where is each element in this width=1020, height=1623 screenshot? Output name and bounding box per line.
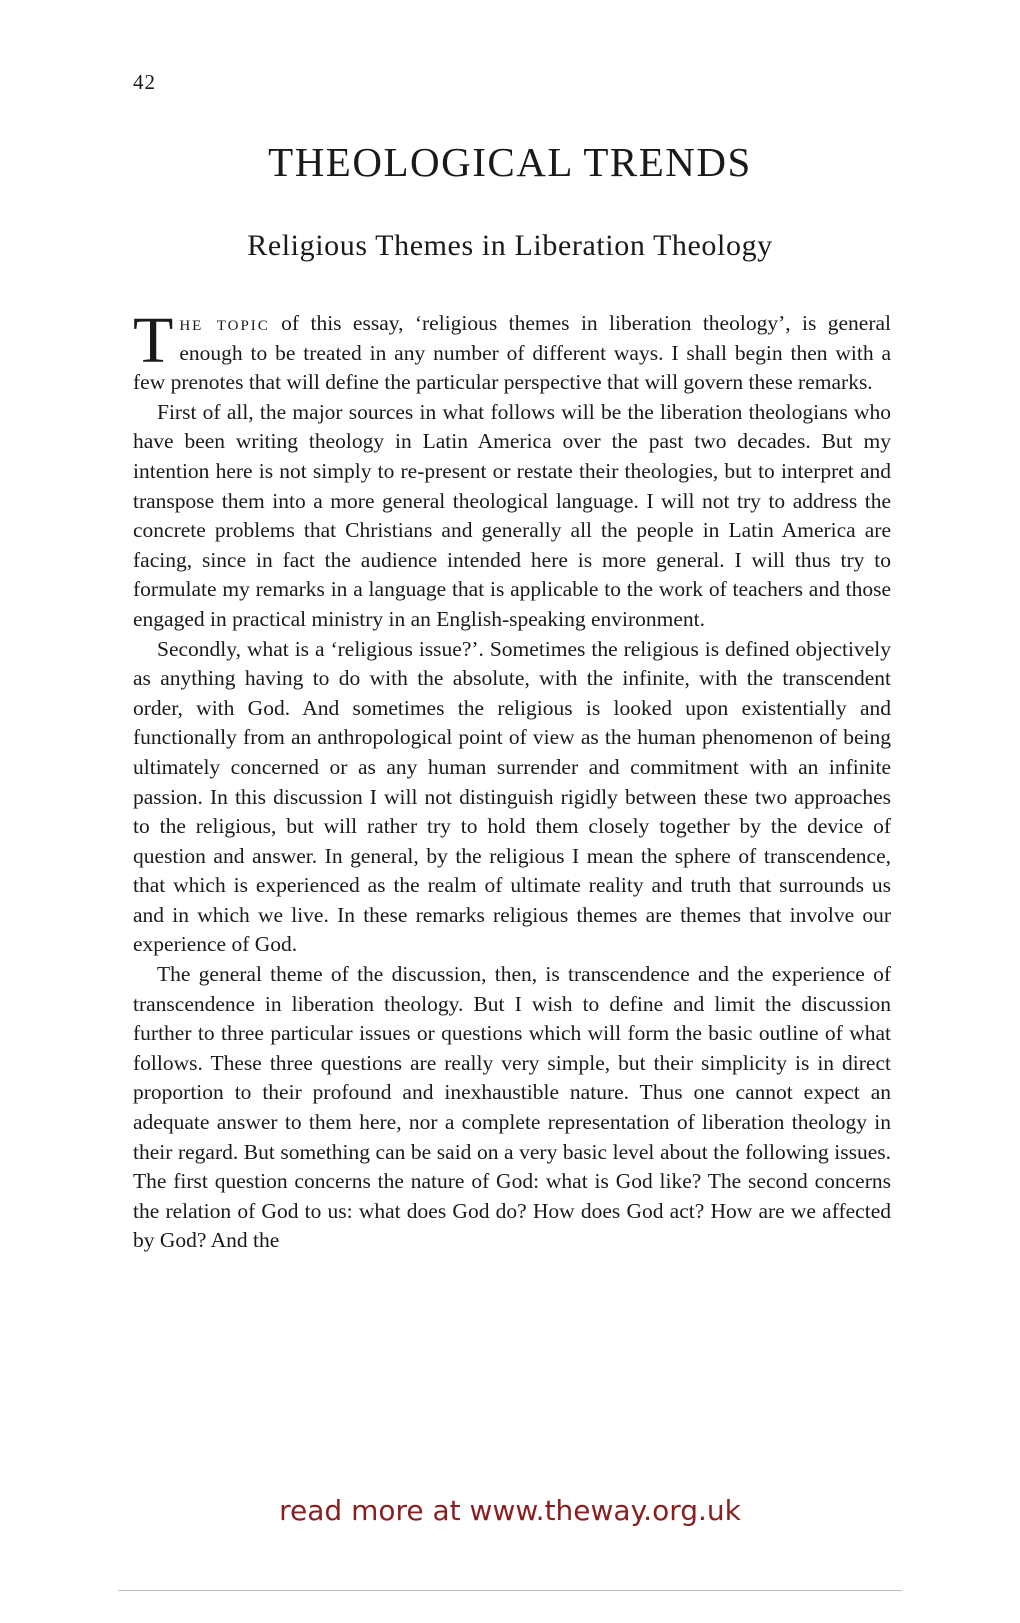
page-number: 42 [133,70,156,94]
paragraph-2: First of all, the major sources in what follows will be the liberation theologians who have been writing theology in Latin America over the past two decades. But my intention here is not simply to re-present or restate their theologies, but to interpret and transpose them into a more general theological language. I will not try to address the concrete problems that Christians and generally all the people in Latin America are facing, since in fact the audience intended here is more general. I will thus try to formulate my remarks in a language that is applicable to the work of teachers and those engaged in practical ministry in an English-speaking environment. [133,399,891,631]
read-more-link[interactable]: read more at www.theway.org.uk [279,1494,741,1527]
drop-cap: T [133,304,174,377]
article-body [133,304,891,1256]
paragraph-4: The general theme of the discussion, then, is transcendence and the experience of transcendence in liberation theology. But I wish to define and limit the discussion further to three particular issues or questions which will form the basic outline of what follows. These three questions are really very simple, but their simplicity is in direct proportion to their profound and inexhaustible nature. Thus one cannot expect an adequate answer to them here, nor a complete representation of liberation theology in their regard. But something can be said on a very basic level about the following issues. The first question concerns the nature of God: what is God like? The second concerns the relation of God to us: what does God do? How does God act? How are we affected by God? And the [133,962,891,1253]
paragraph-3: Secondly, what is a ‘religious issue?’. Sometimes the religious is defined objectively as anything having to do with the absolute, with the infinite, with the transcendent order, with God. And sometimes the religious is looked upon existentially and functionally from an anthropological point of view as the human phenomenon of being ultimately concerned or as any human surrender and commitment with an infinite passion. In this discussion I will not distinguish rigidly between these two approaches to the religious, but will rather try to hold them closely together by the device of question and answer. In general, by the religious I mean the sphere of transcendence, that which is experienced as the realm of ultimate reality and truth that surrounds us and in which we live. In these remarks religious themes are themes that involve our experience of God. [133,636,891,957]
bottom-divider [118,1590,902,1591]
paragraph-1 [133,304,891,398]
section-title: THEOLOGICAL TRENDS [268,139,752,185]
paragraph-1-text: of this essay, ‘religious themes in liberation theology’, is general enough to be treated in any number of different ways. I shall begin then with a few prenotes that will define the particular perspective that will govern these remarks. [133,311,891,395]
article-title: Religious Themes in Liberation Theology [247,229,773,262]
opening-small-caps: he topic [179,311,270,335]
